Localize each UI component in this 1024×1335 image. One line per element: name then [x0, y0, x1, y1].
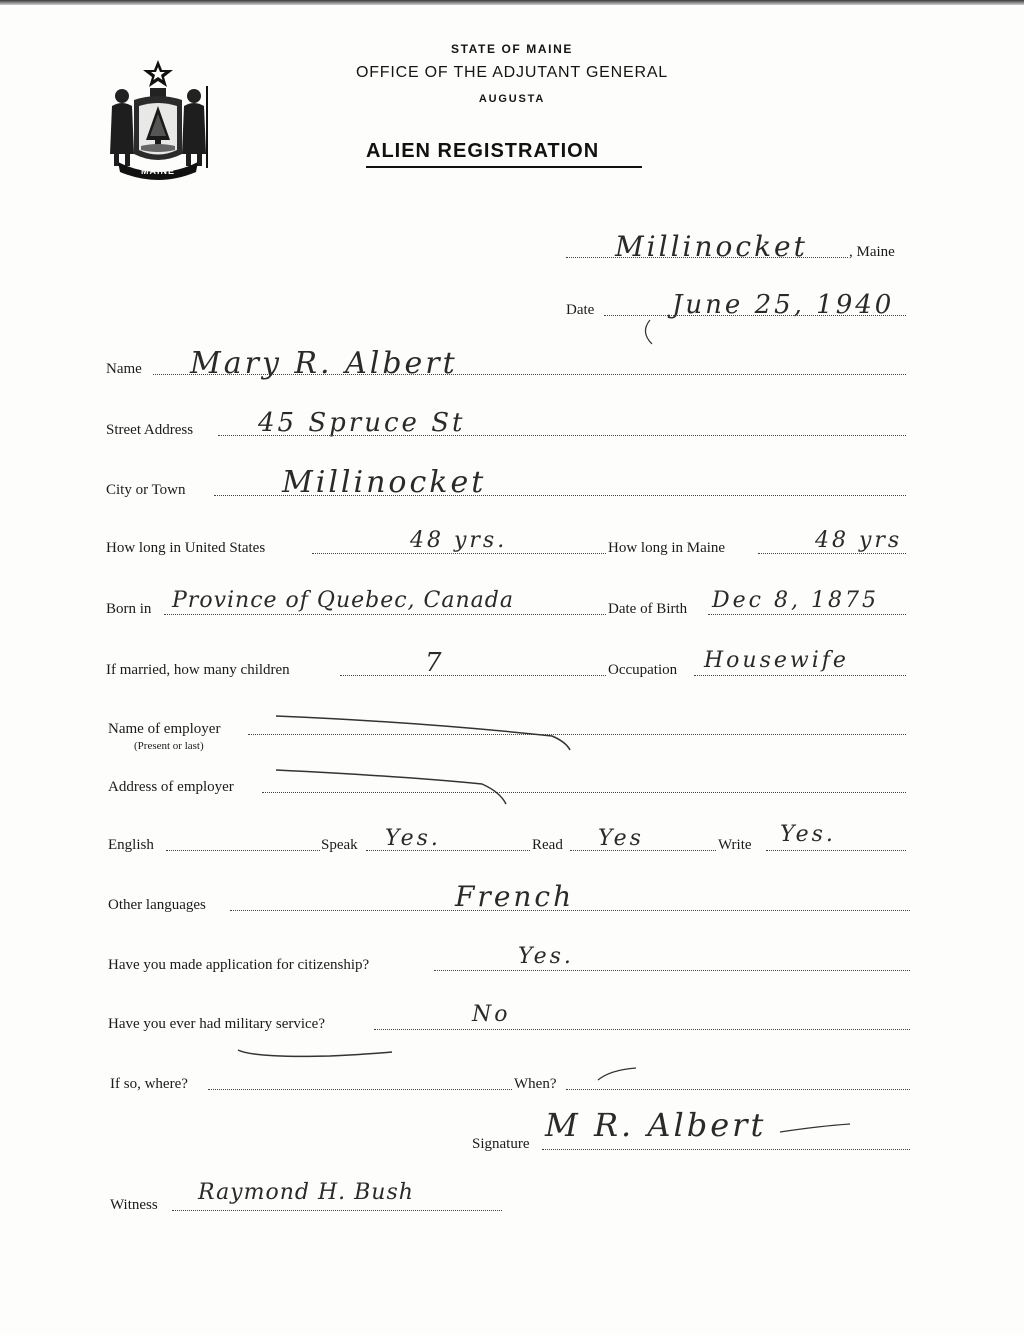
name-entry: Mary R. Albert — [190, 346, 458, 381]
birth-date-label: Date of Birth — [608, 601, 688, 617]
us-duration-label: How long in United States — [106, 540, 266, 556]
date-label: Date — [566, 302, 595, 318]
employer-label: Name of employer — [108, 721, 221, 737]
town-suffix-label: , Maine — [849, 244, 895, 260]
city-heading: AUGUSTA — [478, 93, 546, 105]
city-entry: Millinocket — [282, 465, 487, 500]
street-address-label: Street Address — [106, 422, 194, 438]
write-entry: Yes. — [780, 822, 836, 847]
speak-label: Speak — [321, 837, 358, 853]
us-duration-entry: 48 yrs. — [410, 528, 508, 553]
witness-label: Witness — [110, 1197, 158, 1213]
street-address-entry: 45 Spruce St — [258, 408, 466, 438]
signature-label: Signature — [472, 1136, 530, 1152]
english-label: English — [108, 837, 154, 853]
read-entry: Yes — [598, 826, 644, 851]
citizenship-entry: Yes. — [518, 944, 574, 969]
seal-ribbon-text: MAINE — [141, 166, 175, 176]
speak-entry: Yes. — [385, 826, 441, 851]
military-entry: No — [472, 1002, 511, 1027]
date-entry: June 25, 1940 — [672, 290, 895, 320]
read-label: Read — [532, 837, 563, 853]
other-languages-entry: French — [455, 880, 575, 913]
maine-duration-label: How long in Maine — [608, 540, 726, 556]
employer-note: (Present or last) — [134, 740, 204, 752]
form-title: ALIEN REGISTRATION — [366, 140, 600, 162]
employer-address-label: Address of employer — [108, 779, 234, 795]
children-entry: 7 — [425, 648, 445, 678]
occupation-entry: Housewife — [704, 648, 849, 673]
birthplace-entry: Province of Quebec, Canada — [172, 588, 514, 613]
office-heading: OFFICE OF THE ADJUTANT GENERAL — [355, 64, 669, 81]
service-location-label: If so, where? — [110, 1076, 188, 1092]
city-label: City or Town — [106, 482, 186, 498]
town-entry: Millinocket — [615, 230, 808, 263]
birthplace-label: Born in — [106, 601, 152, 617]
citizenship-label: Have you made application for citizenship? — [108, 957, 370, 973]
write-label: Write — [718, 837, 752, 853]
maine-duration-entry: 48 yrs — [815, 528, 903, 553]
signature-entry: M R. Albert — [545, 1106, 767, 1144]
children-label: If married, how many children — [106, 662, 290, 678]
state-heading: STATE OF MAINE — [451, 42, 573, 56]
service-date-label: When? — [514, 1076, 557, 1092]
occupation-label: Occupation — [608, 662, 678, 678]
witness-entry: Raymond H. Bush — [198, 1180, 414, 1205]
birth-date-entry: Dec 8, 1875 — [712, 588, 879, 613]
name-label: Name — [106, 361, 142, 377]
military-label: Have you ever had military service? — [108, 1016, 325, 1032]
other-languages-label: Other languages — [108, 897, 206, 913]
